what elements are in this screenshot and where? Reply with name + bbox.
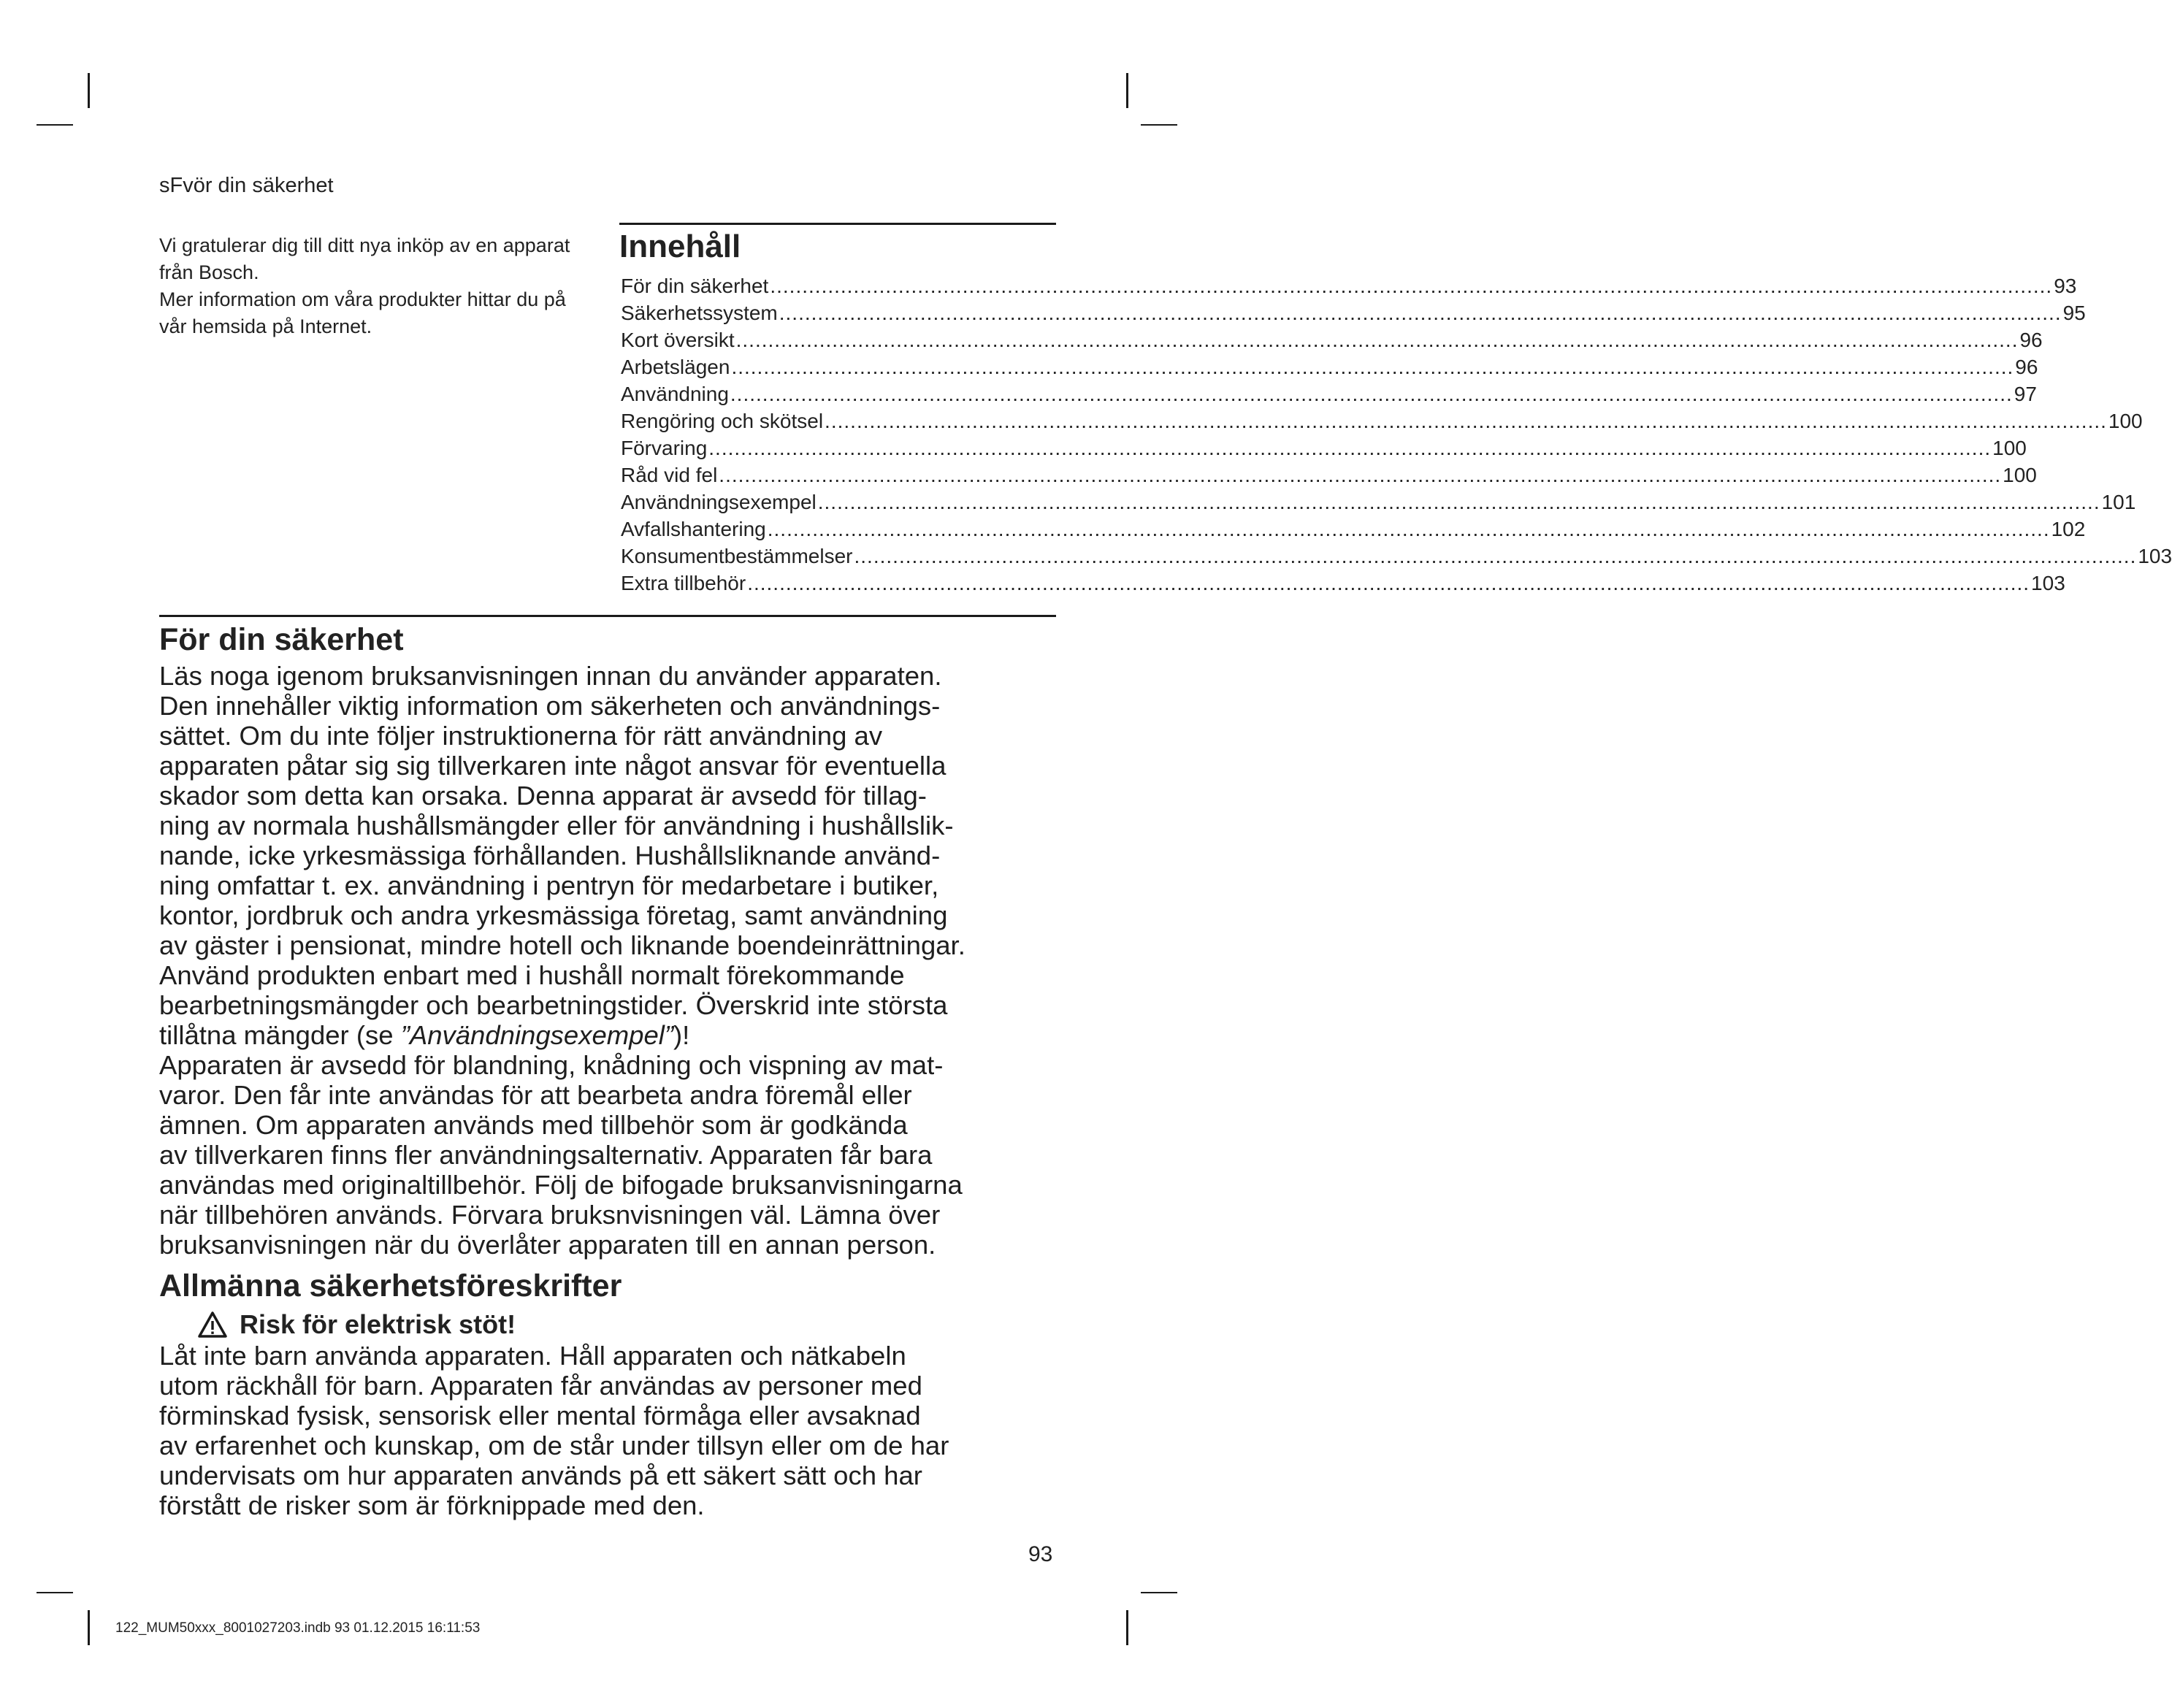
crop-mark <box>37 1592 73 1593</box>
toc-item-label: Råd vid fel <box>621 464 718 486</box>
toc-item <box>621 302 2086 329</box>
toc-leader-dots: ........................................................................................................................................................................................................ <box>731 356 2014 378</box>
toc-title: Innehåll <box>619 229 741 264</box>
body-line: undervisats om hur apparaten används på ett säkert sätt och har <box>159 1460 922 1490</box>
toc-item-label: Användningsexempel <box>621 491 817 513</box>
section-heading: Allmänna säkerhetsföreskrifter <box>159 1268 622 1303</box>
toc-leader-dots: ........................................................................................................................................................................................................ <box>825 410 2107 432</box>
toc-item <box>621 329 2043 356</box>
toc-item-label: Konsumentbestämmelser <box>621 545 853 567</box>
body-line: apparaten påtar sig sig tillverkaren inte något ansvar för eventuella <box>159 751 947 781</box>
toc-item-page: 97 <box>2014 383 2037 405</box>
crop-mark <box>1141 1592 1177 1593</box>
toc-item-page: 103 <box>2138 545 2172 567</box>
body-line: bruksanvisningen när du överlåter apparaten till en annan person. <box>159 1230 936 1260</box>
toc-leader-dots: ........................................................................................................................................................................................................ <box>719 464 2002 486</box>
toc-item <box>621 383 2037 410</box>
toc-item-page: 96 <box>2015 356 2038 378</box>
crop-mark <box>37 124 73 126</box>
toc-leader-dots: ........................................................................................................................................................................................................ <box>735 329 2019 351</box>
toc-item <box>621 572 2065 599</box>
section-body <box>159 661 1065 1260</box>
body-line: nande, icke yrkesmässiga förhållanden. Hushållsliknande använd- <box>159 840 941 870</box>
body-line: Använd produkten enbart med i hushåll normalt förekommande <box>159 960 905 990</box>
print-footer: 122_MUM50xxx_8001027203.indb 93 01.12.2015 16:11:53 <box>115 1620 481 1636</box>
body-line: bearbetningsmängder och bearbetningstider. Överskrid inte största <box>159 990 948 1020</box>
toc-leader-dots: ........................................................................................................................................................................................................ <box>770 275 2053 297</box>
toc-item-label: Förvaring <box>621 437 708 459</box>
toc-item <box>621 545 2172 572</box>
body-line: varor. Den får inte användas för att bearbeta andra föremål eller <box>159 1080 912 1110</box>
crop-mark <box>88 1610 90 1645</box>
page-number: 93 <box>1028 1542 1053 1566</box>
toc-leader-dots: ........................................................................................................................................................................................................ <box>817 491 2100 513</box>
crop-mark <box>1141 124 1177 126</box>
section-heading: För din säkerhet <box>159 622 404 657</box>
body-line: ämnen. Om apparaten används med tillbehör som är godkända <box>159 1110 908 1140</box>
body-text-span: )! <box>673 1020 690 1050</box>
toc-leader-dots: ........................................................................................................................................................................................................ <box>767 518 2050 540</box>
running-head: sFvör din säkerhet <box>159 174 334 197</box>
toc-item-page: 102 <box>2051 518 2086 540</box>
crop-mark <box>88 73 90 108</box>
toc-item-label: Extra tillbehör <box>621 572 746 594</box>
body-line: när tillbehören används. Förvara bruksnvisningen väl. Lämna över <box>159 1200 941 1230</box>
body-line: kontor, jordbruk och andra yrkesmässiga företag, samt användning <box>159 900 948 930</box>
crop-mark <box>1126 73 1128 108</box>
toc-item-label: Användning <box>621 383 729 405</box>
toc-item-label: För din säkerhet <box>621 275 769 297</box>
toc-item-page: 95 <box>2062 302 2086 324</box>
toc-item-label: Rengöring och skötsel <box>621 410 824 432</box>
toc-rule <box>619 223 1056 225</box>
body-line: av erfarenhet och kunskap, om de står under tillsyn eller om de har <box>159 1431 949 1460</box>
body-line: av tillverkaren finns fler användningsalternativ. Apparaten får bara <box>159 1140 933 1170</box>
warning-title <box>197 1309 516 1340</box>
toc-leader-dots: ........................................................................................................................................................................................................ <box>747 572 2030 594</box>
toc-item <box>621 410 2143 437</box>
toc-leader-dots: ........................................................................................................................................................................................................ <box>708 437 1992 459</box>
body-line: ning omfattar t. ex. användning i pentryn för medarbetare i butiker, <box>159 870 939 900</box>
toc-leader-dots: ........................................................................................................................................................................................................ <box>730 383 2013 405</box>
body-line: Låt inte barn använda apparaten. Håll apparaten och nätkabeln <box>159 1341 906 1371</box>
body-line: sättet. Om du inte följer instruktionerna för rätt användning av <box>159 721 883 751</box>
toc-item <box>621 518 2086 545</box>
body-line: utom räckhåll för barn. Apparaten får användas av personer med <box>159 1371 922 1401</box>
body-line <box>159 1020 1065 1050</box>
body-line: ning av normala hushållsmängder eller för användning i hushållslik- <box>159 811 954 840</box>
body-text-span: tillåtna mängder (se <box>159 1020 401 1050</box>
intro-paragraph: Vi gratulerar dig till ditt nya inköp av en apparat från Bosch. <box>159 234 570 283</box>
warning-title-text: Risk för elektrisk stöt! <box>240 1309 516 1339</box>
body-line: användas med originaltillbehör. Följ de bifogade bruksanvisningarna <box>159 1170 963 1200</box>
body-line: Apparaten är avsedd för blandning, knådning och vispning av mat- <box>159 1050 944 1080</box>
section-body <box>159 1341 1065 1520</box>
toc-item-page: 101 <box>2101 491 2136 513</box>
toc-item-label: Kort översikt <box>621 329 735 351</box>
body-line: skador som detta kan orsaka. Denna apparat är avsedd för tillag- <box>159 781 927 811</box>
toc-item-label: Avfallshantering <box>621 518 766 540</box>
toc-item <box>621 464 2037 491</box>
body-line: Den innehåller viktig information om säkerheten och användnings- <box>159 691 941 721</box>
toc-item-label: Arbetslägen <box>621 356 730 378</box>
crop-mark <box>1126 1610 1128 1645</box>
toc-item-page: 100 <box>2108 410 2143 432</box>
toc-item-page: 100 <box>2003 464 2037 486</box>
section-rule <box>159 615 1056 617</box>
warning-triangle-icon <box>197 1311 228 1339</box>
intro-paragraph: Mer information om våra produkter hittar du på vår hemsida på Internet. <box>159 288 566 337</box>
body-line: Läs noga igenom bruksanvisningen innan du använder apparaten. <box>159 661 942 691</box>
table-of-contents <box>621 275 2172 599</box>
body-line: förstått de risker som är förknippade med den. <box>159 1490 705 1520</box>
body-line: av gäster i pensionat, mindre hotell och liknande boendeinrättningar. <box>159 930 965 960</box>
body-line: förminskad fysisk, sensorisk eller mental förmåga eller avsaknad <box>159 1401 921 1431</box>
toc-item-label: Säkerhetssystem <box>621 302 778 324</box>
toc-item-page: 93 <box>2054 275 2077 297</box>
toc-leader-dots: ........................................................................................................................................................................................................ <box>854 545 2137 567</box>
toc-leader-dots: ........................................................................................................................................................................................................ <box>779 302 2062 324</box>
toc-item-page: 103 <box>2031 572 2065 594</box>
toc-item-page: 100 <box>1992 437 2027 459</box>
toc-item <box>621 491 2136 518</box>
toc-item <box>621 275 2077 302</box>
cross-reference: ”Användningsexempel” <box>400 1020 674 1050</box>
intro-text <box>159 232 597 340</box>
toc-item-page: 96 <box>2019 329 2043 351</box>
toc-item <box>621 356 2038 383</box>
toc-item <box>621 437 2027 464</box>
